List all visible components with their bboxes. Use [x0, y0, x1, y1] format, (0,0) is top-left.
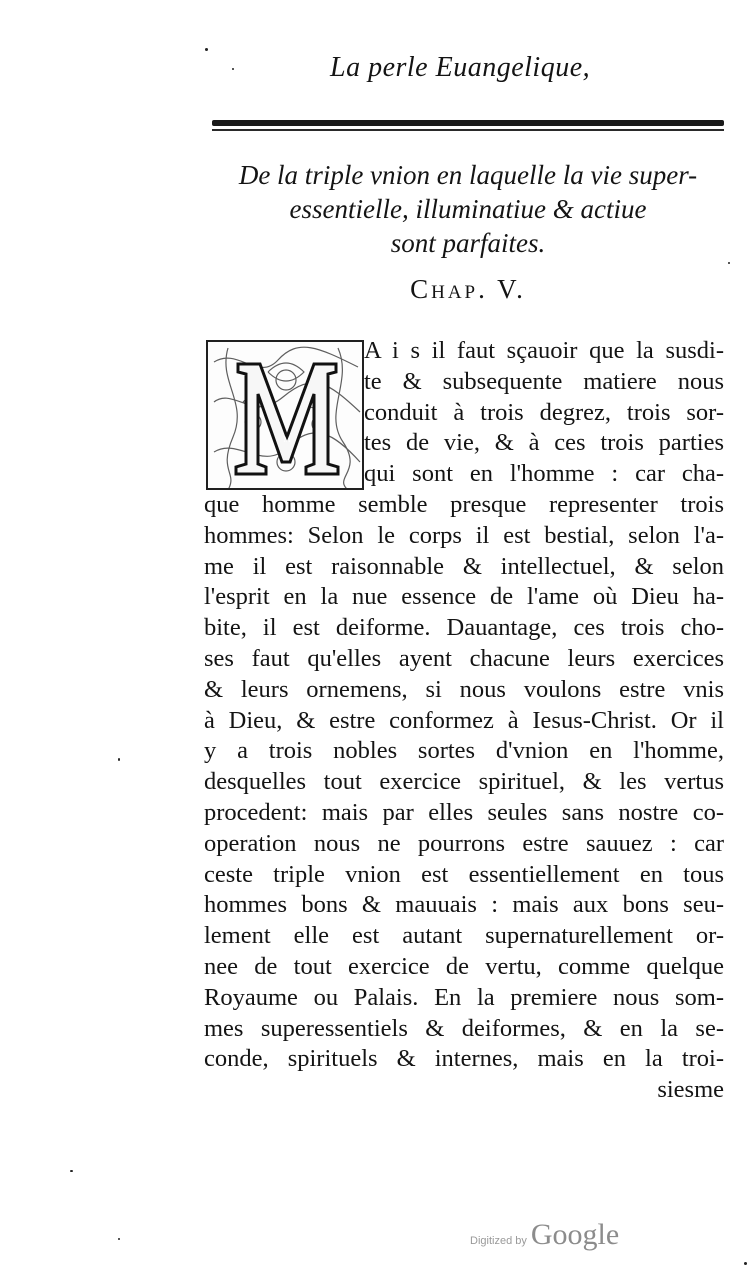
text-line: ceste triple vnion est essentiellement en tous — [204, 860, 724, 888]
text-line: bite, il est deiforme. Dauantage, ces trois cho- — [204, 614, 724, 642]
scan-speck — [232, 68, 234, 70]
scan-speck — [118, 758, 120, 761]
text-line: conduit à trois degrez, trois sor- — [364, 398, 724, 426]
text-line: qui sont en l'homme : car cha- — [364, 460, 724, 488]
scan-speck — [70, 1170, 73, 1172]
text-line: ses faut qu'elles ayent chacune leurs exercices — [204, 644, 724, 672]
text-line: Royaume ou Palais. En la premiere nous som- — [204, 983, 724, 1011]
body-text — [204, 336, 724, 1106]
header-rule-thin — [212, 129, 724, 131]
text-line: mes superessentiels & deiformes, & en la se- — [204, 1014, 724, 1042]
digitization-watermark — [470, 1218, 619, 1252]
text-line: operation nous ne pourrons estre sauuez : car — [204, 829, 724, 857]
watermark-prefix: Digitized by — [470, 1235, 527, 1247]
text-line: y a trois nobles sortes d'vnion en l'homme, — [204, 737, 724, 765]
text-line: à Dieu, & estre conformez à Iesus-Christ. Or il — [204, 706, 724, 734]
running-title: La perle Euangelique, — [330, 52, 591, 83]
text-line: me il est raisonnable & intellectuel, & selon — [204, 552, 724, 580]
scan-speck — [118, 1238, 120, 1240]
chapter-heading — [212, 158, 724, 260]
google-logo: Google — [530, 1218, 620, 1251]
text-line: procedent: mais par elles seules sans nostre co- — [204, 798, 724, 826]
text-line: nee de tout exercice de vertu, comme quelque — [204, 952, 724, 980]
text-line: A i s il faut sçauoir que la susdi- — [364, 337, 724, 364]
scan-speck — [205, 48, 208, 51]
text-line: lement elle est autant supernaturellement or- — [204, 922, 724, 950]
decorated-initial-letter: M — [283, 435, 291, 444]
text-line: conde, spirituels & internes, mais en la troi- — [204, 1045, 724, 1073]
text-line: tes de vie, & à ces trois parties — [364, 429, 724, 457]
text-line: hommes bons & mauuais : mais aux bons seu- — [204, 891, 724, 919]
text-line: desquelles tout exercice spirituel, & les vertus — [204, 768, 724, 796]
text-line: te & subsequente matiere nous — [364, 367, 724, 395]
scan-speck — [744, 1262, 747, 1265]
text-line: & leurs ornemens, si nous voulons estre vnis — [204, 675, 724, 703]
chapter-number: Chap. V. — [410, 274, 526, 304]
scan-speck — [728, 262, 730, 264]
header-rule — [212, 120, 724, 126]
chapter-heading-line: De la triple vnion en laquelle la vie super- — [238, 160, 698, 190]
catchword: siesme — [657, 1076, 724, 1104]
text-line: que homme semble presque representer trois — [204, 490, 724, 518]
chapter-heading-line: essentielle, illuminatiue & actiue — [289, 194, 647, 224]
chapter-heading-line: sont parfaites. — [390, 228, 546, 258]
text-line: l'esprit en la nue essence de l'ame où Dieu ha- — [204, 583, 724, 611]
text-line: hommes: Selon le corps il est bestial, selon l'a- — [204, 521, 724, 549]
